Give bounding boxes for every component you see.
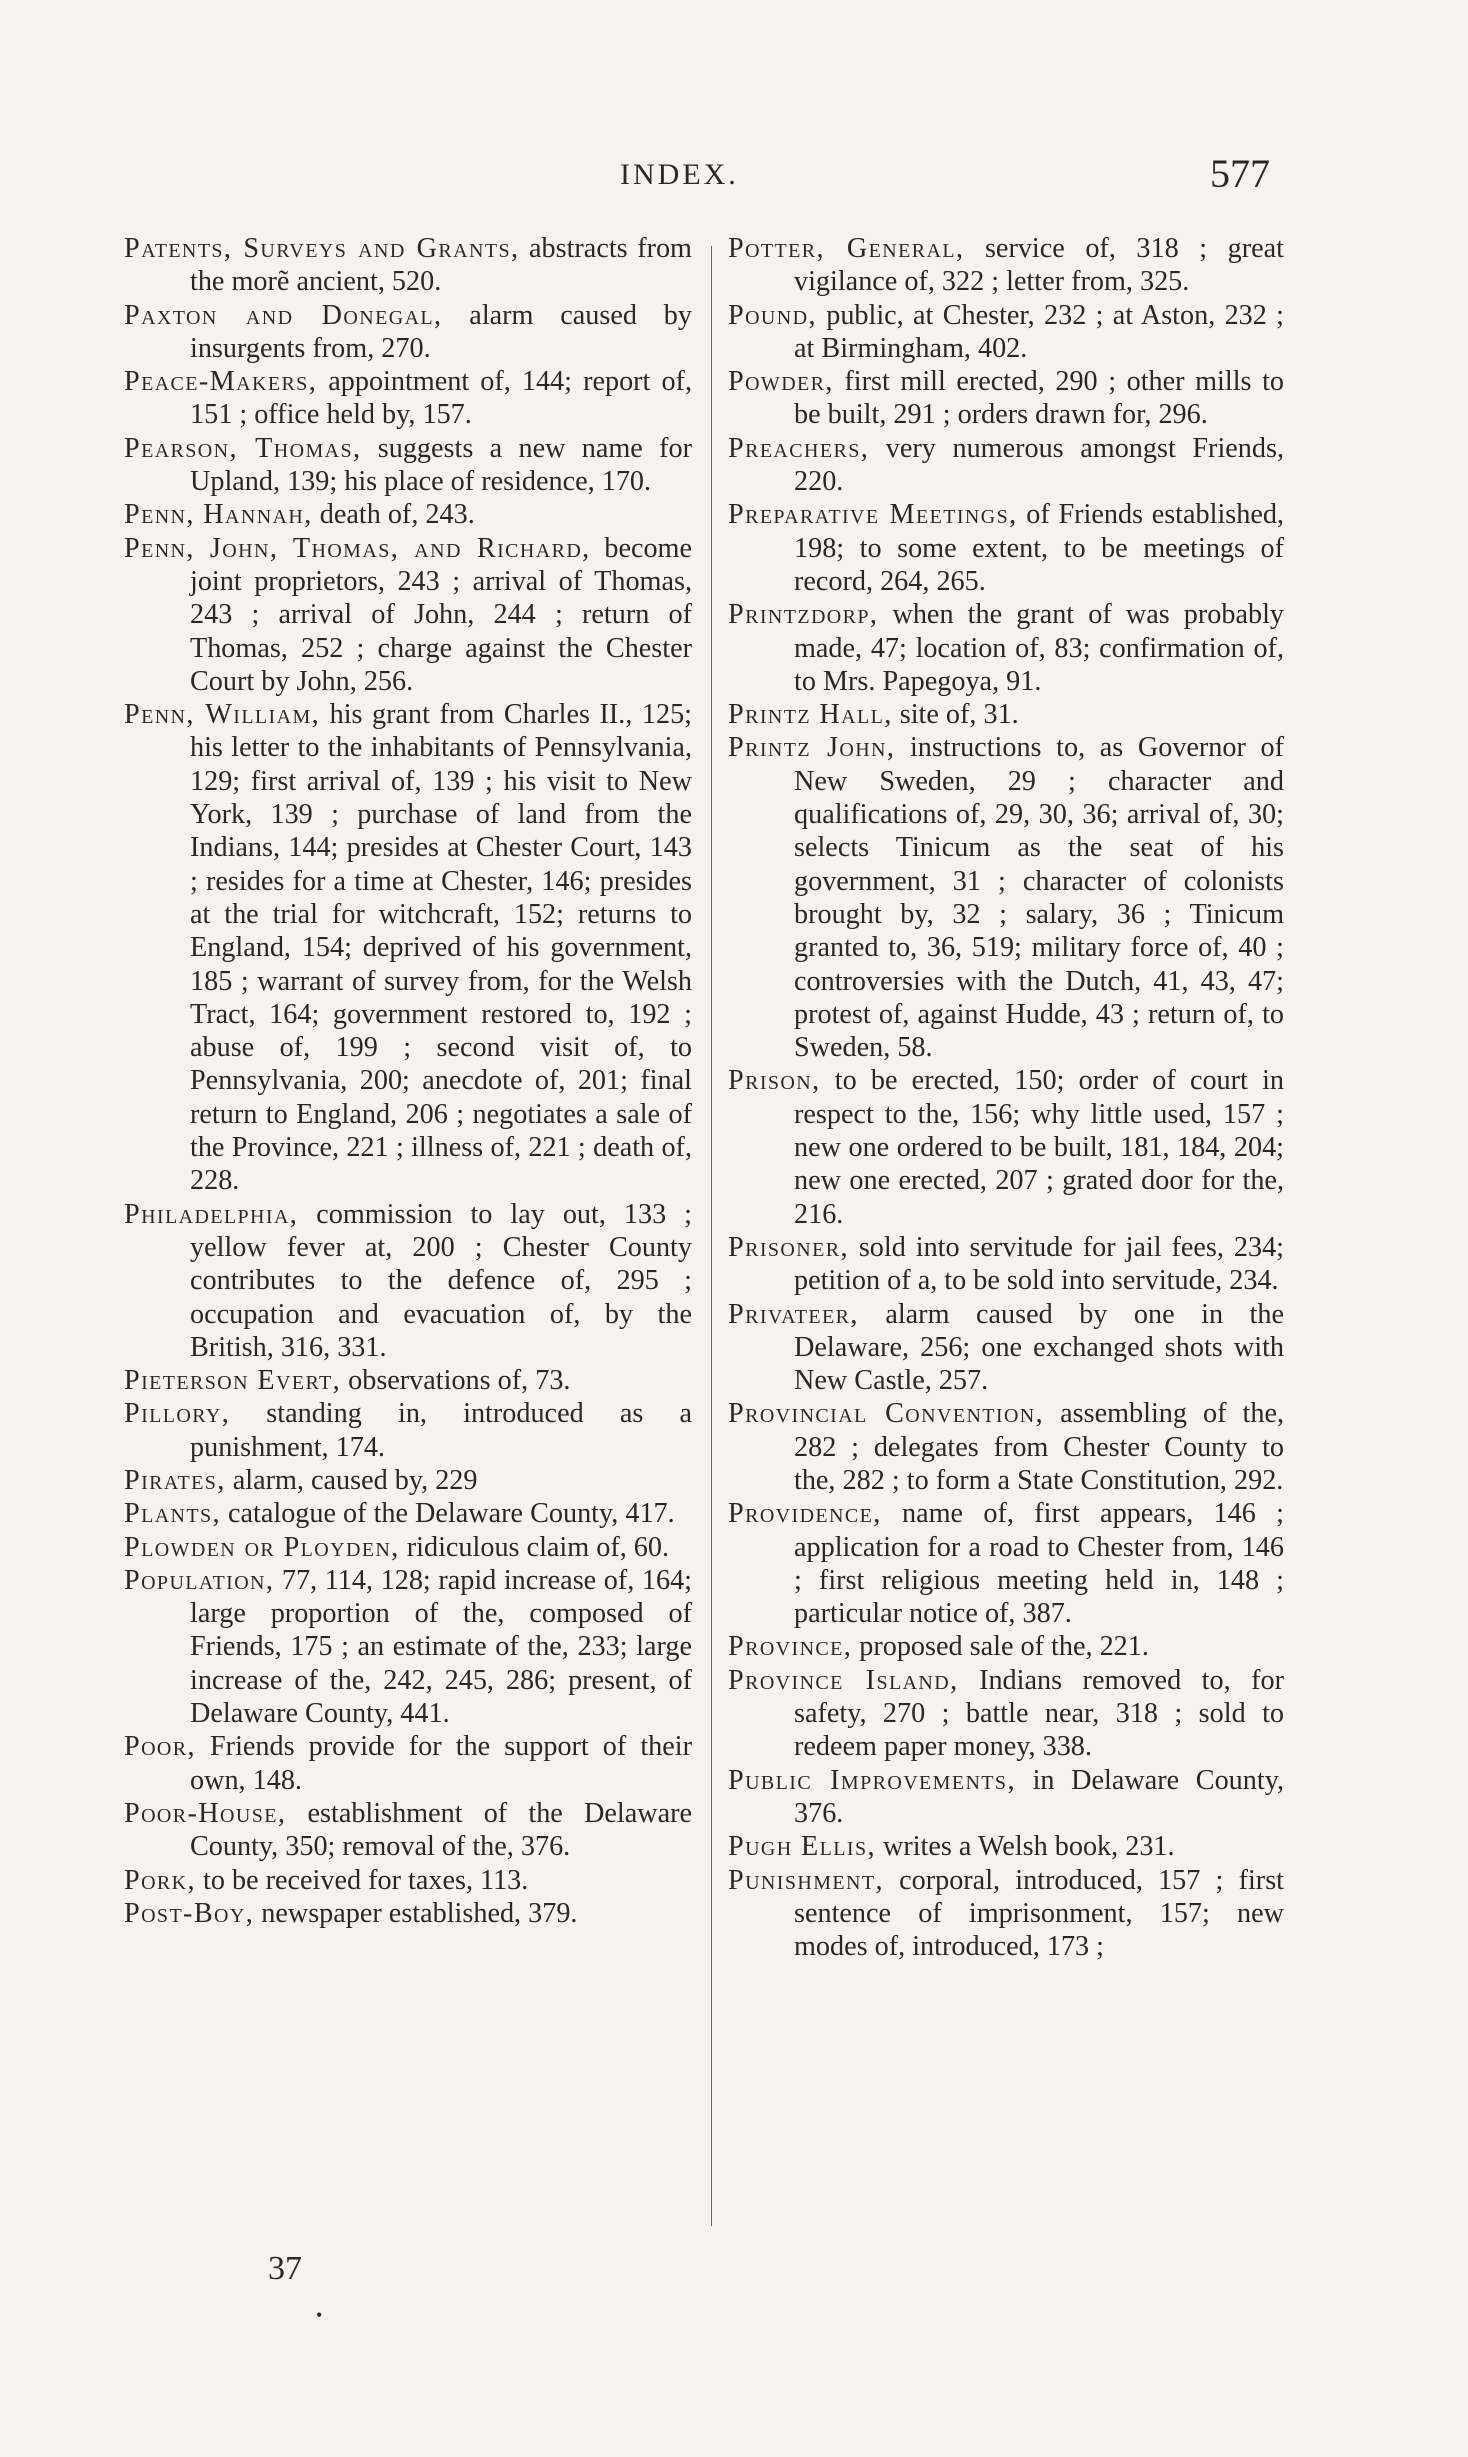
index-headword: Prisoner, [728,1231,849,1263]
index-headword: Printzdorp, [728,599,879,631]
index-entry-text: suggests a new name for Upland, 139; his place of residence, 170. [190,432,692,498]
index-headword: Plowden or Ployden, [124,1531,400,1563]
index-headword: Philadelphia, [124,1198,299,1230]
index-entry [728,1064,1284,1230]
index-headword: Plants, [124,1498,221,1530]
index-headword: Pillory, [124,1398,231,1430]
index-entry-text: in Delaware County, 376. [794,1764,1284,1829]
index-entry-text: newspaper established, 379. [254,1897,578,1929]
index-headword: Population, [124,1564,275,1596]
index-entry [124,1797,692,1864]
index-entry-text: of Friends established, 198; to some extent, to be meetings of record, 264, 265. [794,499,1284,597]
index-entry-text: become joint proprietors, 243 ; arrival of Thomas, 243 ; arrival of John, 244 ; return of Thomas, 252 ; charge against the Chester Court by John, 256. [190,532,692,697]
index-headword: Printz Hall, [728,699,893,731]
index-entry [728,731,1284,1064]
index-headword: Pugh Ellis, [728,1831,876,1863]
index-entry [728,1864,1284,1964]
index-entry-text: corporal, introduced, 157 ; first sentence of imprisonment, 157; new modes of, introduced, 173 ; [794,1864,1284,1963]
index-headword: Potter, General, [728,233,965,264]
index-entry-text: Friends provide for the support of their own, 148. [190,1731,692,1796]
index-headword: Providence, [728,1498,882,1530]
index-entry [124,432,692,499]
index-entry-text: ridiculous claim of, 60. [399,1531,670,1563]
index-entry [728,1630,1284,1663]
index-headword: Pieterson Evert, [124,1365,342,1397]
index-column-right [728,232,1284,1963]
index-entry [124,1497,692,1530]
index-headword: Pirates, [124,1464,226,1496]
index-entry-text: first mill erected, 290 ; other mills to be built, 291 ; orders drawn for, 296. [794,366,1284,431]
index-headword: Pork, [124,1864,196,1896]
index-headword: Provincial Convention, [728,1398,1045,1430]
index-entry [124,1730,692,1797]
index-entry-text: appointment of, 144; report of, 151 ; office held by, 157. [190,366,692,431]
index-entry-text: alarm caused by one in the Delaware, 256; one exchanged shots with New Castle, 257. [794,1298,1284,1397]
printer-mark: • [316,2305,323,2325]
index-entry-text: his grant from Charles II., 125; his letter to the inhabitants of Pennsylvania, 129; first arrival of, 139 ; his visit to New York, 139 ; purchase of land from the Indians, 144; presides at Chester Court, 143 ; resides for a time at Chester, 146; presides at the trial for witchcraft, 152; returns to England, 154; deprived of his government, 185 ; warrant of survey from, for the Welsh Tract, 164; government restored to, 192 ; abuse of, 199 ; second visit of, to Pennsylvania, 200; anecdote of, 201; final return to England, 206 ; negotiates a sale of the Province, 221 ; illness of, 221 ; death of, 228. [190,699,692,1197]
index-entry-text: to be received for taxes, 113. [195,1864,529,1896]
index-entry [124,1564,692,1730]
index-headword: Powder, [728,366,834,398]
index-headword: Pearson, Thomas, [124,432,362,464]
index-headword: Province, [728,1631,853,1663]
index-headword: Prison, [728,1065,821,1097]
index-entry-text: public, at Chester, 232 ; at Aston, 232 ; at Birmingham, 402. [794,299,1284,364]
index-column-left [124,232,692,1930]
index-entry-text: site of, 31. [892,699,1019,731]
index-entry [124,1198,692,1364]
index-entry [124,1897,692,1930]
index-entry [124,1864,692,1897]
index-headword: Printz John, [728,732,896,764]
index-entry [728,232,1284,299]
index-entry-text: when the grant of was probably made, 47; location of, 83; confirmation of, to Mrs. Papegoya, 91. [794,599,1284,697]
index-entry-text: Indians removed to, for safety, 270 ; battle near, 318 ; sold to redeem paper money, 338. [794,1664,1284,1763]
index-entry [728,1231,1284,1298]
index-headword: Poor-House, [124,1797,287,1829]
index-entry-text: writes a Welsh book, 231. [875,1831,1175,1863]
index-entry-text: standing in, introduced as a punishment, 174. [190,1398,692,1463]
index-entry-text: 77, 114, 128; rapid increase of, 164; large proportion of the, composed of Friends, 175 ; an estimate of the, 233; large increase of the, 242, 245, 286; present, of Delaware County, 441. [190,1564,692,1730]
index-entry [728,498,1284,598]
index-entry-text: abstracts from the morẽ ancient, 520. [190,233,692,298]
index-entry [124,532,692,698]
index-headword: Penn, John, Thomas, and Richard, [124,532,591,564]
index-entry-text: instructions to, as Governor of New Sweden, 29 ; character and qualifications of, 29, 30, 36; arrival of, 30; selects Tinicum as the seat of his government, 31 ; character of colonists brought by, 32 ; salary, 36 ; Tinicum granted to, 36, 519; military force of, 40 ; controversies with the Dutch, 41, 43, 47; protest of, against Hudde, 43 ; return of, to Sweden, 58. [794,732,1284,1064]
index-headword: Post-Boy, [124,1897,255,1929]
index-entry [124,1531,692,1564]
index-entry [124,1397,692,1464]
index-entry-text: proposed sale of the, 221. [852,1631,1149,1663]
index-headword: Preparative Meetings, [728,499,1018,531]
index-entry [728,1298,1284,1398]
index-headword: Paxton and Donegal, [124,299,443,331]
index-entry-text: death of, 243. [312,499,475,531]
signature-mark: 37 [268,2250,302,2287]
index-entry [124,1364,692,1397]
page-number: 577 [1210,151,1270,196]
index-entry-text: establishment of the Delaware County, 350; removal of the, 376. [190,1797,692,1863]
index-entry [728,1664,1284,1764]
index-entry [124,299,692,366]
index-headword: Patents, Surveys and Grants, [124,233,520,264]
index-headword: Public Improvements, [728,1764,1016,1796]
index-entry [124,365,692,432]
index-entry-text: commission to lay out, 133 ; yellow fever at, 200 ; Chester County contributes to the defence of, 295 ; occupation and evacuation of, by the British, 316, 331. [190,1198,692,1363]
index-entry [728,1397,1284,1497]
index-entry-text: name of, first appears, 146 ; application for a road to Chester from, 146 ; first religious meeting held in, 148 ; particular notice of, 387. [794,1498,1284,1630]
index-entry-text: service of, 318 ; great vigilance of, 322 ; letter from, 325. [794,233,1284,298]
index-headword: Pound, [728,299,817,331]
index-entry [728,598,1284,698]
index-entry [728,365,1284,432]
running-head [0,150,1468,200]
index-entry [728,1830,1284,1863]
index-headword: Province Island, [728,1664,959,1696]
index-entry [728,299,1284,366]
index-entry-text: very numerous amongst Friends, 220. [794,432,1284,498]
running-title: INDEX. [620,158,739,191]
index-entry [728,1764,1284,1831]
index-entry [124,498,692,531]
index-entry-text: alarm caused by insurgents from, 270. [190,299,692,364]
index-entry [728,432,1284,499]
index-headword: Peace-Makers, [124,366,318,398]
index-headword: Penn, William, [124,699,321,731]
index-entry-text: observations of, 73. [341,1365,571,1397]
index-entry [124,1464,692,1497]
index-entry [124,232,692,299]
index-entry-text: catalogue of the Delaware County, 417. [220,1498,675,1530]
index-entry-text: sold into servitude for jail fees, 234; petition of a, to be sold into servitude, 234. [794,1231,1284,1297]
index-entry-text: to be erected, 150; order of court in respect to the, 156; why little used, 157 ; new one ordered to be built, 181, 184, 204; new one erected, 207 ; grated door for the, 216. [794,1065,1284,1230]
index-headword: Punishment, [728,1864,884,1896]
index-headword: Preachers, [728,432,870,464]
column-divider [711,246,712,2226]
index-headword: Poor, [124,1731,196,1763]
index-entry [728,1497,1284,1630]
index-entry-text: assembling of the, 282 ; delegates from Chester County to the, 282 ; to form a State Constitution, 292. [794,1398,1284,1496]
index-headword: Privateer, [728,1298,859,1330]
index-headword: Penn, Hannah, [124,499,313,531]
index-entry [728,698,1284,731]
index-entry-text: alarm, caused by, 229 [225,1464,478,1496]
index-entry [124,698,692,1197]
